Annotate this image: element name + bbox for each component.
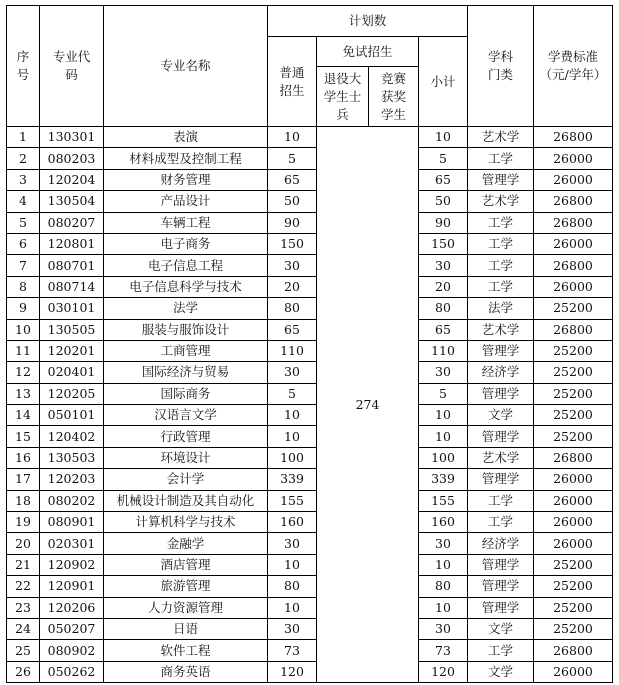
cell-code: 050101	[40, 405, 104, 426]
table-row	[7, 597, 613, 618]
cell-regular: 65	[268, 319, 317, 340]
cell-subtotal: 30	[419, 255, 468, 276]
table-row	[7, 512, 613, 533]
cell-seq: 17	[7, 469, 40, 490]
cell-subtotal: 10	[419, 554, 468, 575]
cell-subtotal: 10	[419, 597, 468, 618]
cell-seq: 25	[7, 640, 40, 661]
cell-code: 020401	[40, 362, 104, 383]
table-row	[7, 554, 613, 575]
cell-regular: 5	[268, 148, 317, 169]
cell-regular: 110	[268, 340, 317, 361]
cell-subtotal: 20	[419, 276, 468, 297]
cell-subtotal: 30	[419, 362, 468, 383]
cell-seq: 24	[7, 618, 40, 639]
cell-fee: 26000	[534, 469, 613, 490]
cell-category: 经济学	[468, 362, 534, 383]
cell-fee: 26800	[534, 255, 613, 276]
header-veteran: 退役大学生士兵	[317, 67, 369, 127]
cell-category: 管理学	[468, 554, 534, 575]
table-row	[7, 576, 613, 597]
cell-subtotal: 5	[419, 148, 468, 169]
cell-regular: 150	[268, 233, 317, 254]
table-row	[7, 383, 613, 404]
cell-code: 050262	[40, 661, 104, 682]
cell-regular: 5	[268, 383, 317, 404]
cell-subtotal: 150	[419, 233, 468, 254]
cell-subtotal: 80	[419, 576, 468, 597]
cell-subtotal: 339	[419, 469, 468, 490]
cell-seq: 1	[7, 127, 40, 148]
cell-regular: 20	[268, 276, 317, 297]
cell-category: 法学	[468, 298, 534, 319]
cell-fee: 25200	[534, 298, 613, 319]
cell-seq: 14	[7, 405, 40, 426]
header-plan: 计划数	[268, 6, 468, 37]
cell-name: 环境设计	[104, 447, 268, 468]
cell-category: 管理学	[468, 597, 534, 618]
cell-name: 电子信息科学与技术	[104, 276, 268, 297]
cell-regular: 10	[268, 597, 317, 618]
cell-name: 车辆工程	[104, 212, 268, 233]
header-seq: 序号	[7, 6, 40, 127]
table-header	[7, 6, 613, 127]
cell-seq: 13	[7, 383, 40, 404]
table-row	[7, 319, 613, 340]
cell-seq: 16	[7, 447, 40, 468]
table-row	[7, 362, 613, 383]
table-row	[7, 426, 613, 447]
cell-code: 120205	[40, 383, 104, 404]
cell-category: 经济学	[468, 533, 534, 554]
cell-category: 工学	[468, 212, 534, 233]
cell-regular: 100	[268, 447, 317, 468]
cell-name: 国际经济与贸易	[104, 362, 268, 383]
table-row	[7, 490, 613, 511]
cell-code: 130301	[40, 127, 104, 148]
table-row	[7, 340, 613, 361]
cell-code: 130505	[40, 319, 104, 340]
cell-name: 财务管理	[104, 169, 268, 190]
cell-regular: 155	[268, 490, 317, 511]
cell-subtotal: 160	[419, 512, 468, 533]
table-row	[7, 191, 613, 212]
cell-fee: 26800	[534, 319, 613, 340]
cell-name: 软件工程	[104, 640, 268, 661]
cell-category: 管理学	[468, 169, 534, 190]
cell-name: 旅游管理	[104, 576, 268, 597]
cell-subtotal: 73	[419, 640, 468, 661]
cell-seq: 5	[7, 212, 40, 233]
cell-category: 艺术学	[468, 319, 534, 340]
cell-category: 艺术学	[468, 127, 534, 148]
table-row	[7, 169, 613, 190]
exempt-total-cell: 274	[317, 127, 419, 683]
table-body	[7, 127, 613, 683]
cell-category: 艺术学	[468, 447, 534, 468]
cell-fee: 26800	[534, 191, 613, 212]
cell-subtotal: 10	[419, 405, 468, 426]
cell-code: 130503	[40, 447, 104, 468]
cell-regular: 90	[268, 212, 317, 233]
cell-name: 电子信息工程	[104, 255, 268, 276]
table-row	[7, 447, 613, 468]
cell-seq: 3	[7, 169, 40, 190]
cell-fee: 25200	[534, 426, 613, 447]
cell-fee: 26800	[534, 212, 613, 233]
cell-seq: 21	[7, 554, 40, 575]
cell-regular: 80	[268, 298, 317, 319]
cell-regular: 10	[268, 405, 317, 426]
cell-code: 030101	[40, 298, 104, 319]
cell-name: 材料成型及控制工程	[104, 148, 268, 169]
cell-seq: 4	[7, 191, 40, 212]
cell-name: 日语	[104, 618, 268, 639]
cell-regular: 73	[268, 640, 317, 661]
cell-category: 文学	[468, 618, 534, 639]
table-row	[7, 127, 613, 148]
cell-regular: 30	[268, 618, 317, 639]
cell-fee: 26800	[534, 640, 613, 661]
cell-seq: 20	[7, 533, 40, 554]
table-row	[7, 661, 613, 682]
cell-code: 120206	[40, 597, 104, 618]
header-exempt: 免试招生	[317, 37, 419, 67]
cell-regular: 30	[268, 362, 317, 383]
cell-code: 120901	[40, 576, 104, 597]
cell-subtotal: 120	[419, 661, 468, 682]
cell-subtotal: 10	[419, 426, 468, 447]
cell-code: 130504	[40, 191, 104, 212]
cell-category: 管理学	[468, 383, 534, 404]
cell-name: 国际商务	[104, 383, 268, 404]
table-row	[7, 233, 613, 254]
cell-category: 工学	[468, 490, 534, 511]
cell-fee: 25200	[534, 576, 613, 597]
cell-category: 文学	[468, 405, 534, 426]
cell-fee: 26000	[534, 512, 613, 533]
table-row	[7, 469, 613, 490]
cell-name: 会计学	[104, 469, 268, 490]
cell-category: 工学	[468, 512, 534, 533]
cell-subtotal: 5	[419, 383, 468, 404]
cell-seq: 2	[7, 148, 40, 169]
cell-fee: 26000	[534, 148, 613, 169]
cell-seq: 23	[7, 597, 40, 618]
cell-category: 管理学	[468, 340, 534, 361]
cell-name: 商务英语	[104, 661, 268, 682]
cell-regular: 30	[268, 255, 317, 276]
cell-name: 酒店管理	[104, 554, 268, 575]
cell-subtotal: 30	[419, 533, 468, 554]
cell-category: 艺术学	[468, 191, 534, 212]
cell-seq: 8	[7, 276, 40, 297]
cell-seq: 15	[7, 426, 40, 447]
cell-name: 金融学	[104, 533, 268, 554]
table-row	[7, 618, 613, 639]
cell-seq: 6	[7, 233, 40, 254]
cell-subtotal: 10	[419, 127, 468, 148]
header-regular: 普通招生	[268, 37, 317, 127]
cell-regular: 30	[268, 533, 317, 554]
cell-subtotal: 65	[419, 319, 468, 340]
cell-name: 服装与服饰设计	[104, 319, 268, 340]
cell-code: 080203	[40, 148, 104, 169]
header-fee: 学费标准（元/学年）	[534, 6, 613, 127]
cell-code: 020301	[40, 533, 104, 554]
cell-fee: 25200	[534, 554, 613, 575]
table-row	[7, 533, 613, 554]
cell-category: 管理学	[468, 469, 534, 490]
cell-regular: 10	[268, 554, 317, 575]
cell-seq: 18	[7, 490, 40, 511]
cell-category: 工学	[468, 233, 534, 254]
cell-name: 机械设计制造及其自动化	[104, 490, 268, 511]
cell-code: 080207	[40, 212, 104, 233]
cell-name: 行政管理	[104, 426, 268, 447]
cell-subtotal: 65	[419, 169, 468, 190]
cell-seq: 19	[7, 512, 40, 533]
cell-subtotal: 90	[419, 212, 468, 233]
cell-regular: 160	[268, 512, 317, 533]
cell-fee: 26000	[534, 490, 613, 511]
cell-seq: 26	[7, 661, 40, 682]
cell-seq: 10	[7, 319, 40, 340]
table-row	[7, 255, 613, 276]
cell-category: 管理学	[468, 426, 534, 447]
cell-seq: 9	[7, 298, 40, 319]
cell-code: 080701	[40, 255, 104, 276]
cell-code: 120402	[40, 426, 104, 447]
cell-name: 工商管理	[104, 340, 268, 361]
cell-code: 120902	[40, 554, 104, 575]
cell-regular: 80	[268, 576, 317, 597]
cell-category: 工学	[468, 255, 534, 276]
cell-code: 080902	[40, 640, 104, 661]
cell-code: 120801	[40, 233, 104, 254]
cell-fee: 26800	[534, 127, 613, 148]
cell-subtotal: 80	[419, 298, 468, 319]
cell-category: 管理学	[468, 576, 534, 597]
cell-category: 工学	[468, 148, 534, 169]
cell-subtotal: 100	[419, 447, 468, 468]
cell-fee: 25200	[534, 362, 613, 383]
cell-fee: 26000	[534, 276, 613, 297]
enrollment-plan-table	[6, 5, 613, 683]
cell-fee: 25200	[534, 618, 613, 639]
cell-seq: 22	[7, 576, 40, 597]
cell-name: 法学	[104, 298, 268, 319]
cell-fee: 25200	[534, 340, 613, 361]
table-row	[7, 298, 613, 319]
cell-name: 表演	[104, 127, 268, 148]
header-category: 学科门类	[468, 6, 534, 127]
enrollment-plan-table-container	[6, 5, 613, 683]
cell-category: 工学	[468, 276, 534, 297]
cell-code: 080714	[40, 276, 104, 297]
cell-fee: 26800	[534, 447, 613, 468]
cell-name: 人力资源管理	[104, 597, 268, 618]
cell-subtotal: 50	[419, 191, 468, 212]
cell-fee: 25200	[534, 383, 613, 404]
cell-code: 050207	[40, 618, 104, 639]
cell-name: 电子商务	[104, 233, 268, 254]
cell-seq: 11	[7, 340, 40, 361]
cell-fee: 25200	[534, 597, 613, 618]
cell-fee: 25200	[534, 405, 613, 426]
cell-name: 汉语言文学	[104, 405, 268, 426]
table-row	[7, 212, 613, 233]
cell-regular: 120	[268, 661, 317, 682]
cell-fee: 26000	[534, 533, 613, 554]
header-contest: 竞赛获奖学生	[369, 67, 419, 127]
table-row	[7, 405, 613, 426]
cell-code: 120201	[40, 340, 104, 361]
table-row	[7, 640, 613, 661]
header-name: 专业名称	[104, 6, 268, 127]
cell-regular: 10	[268, 426, 317, 447]
cell-code: 120204	[40, 169, 104, 190]
cell-code: 080202	[40, 490, 104, 511]
cell-regular: 10	[268, 127, 317, 148]
cell-subtotal: 110	[419, 340, 468, 361]
cell-name: 计算机科学与技术	[104, 512, 268, 533]
cell-fee: 26000	[534, 233, 613, 254]
cell-regular: 50	[268, 191, 317, 212]
cell-regular: 339	[268, 469, 317, 490]
cell-subtotal: 155	[419, 490, 468, 511]
cell-subtotal: 30	[419, 618, 468, 639]
cell-fee: 26000	[534, 661, 613, 682]
header-subtotal: 小计	[419, 37, 468, 127]
table-row	[7, 276, 613, 297]
cell-category: 文学	[468, 661, 534, 682]
cell-regular: 65	[268, 169, 317, 190]
header-code: 专业代码	[40, 6, 104, 127]
table-row	[7, 148, 613, 169]
cell-code: 080901	[40, 512, 104, 533]
cell-code: 120203	[40, 469, 104, 490]
cell-seq: 7	[7, 255, 40, 276]
cell-name: 产品设计	[104, 191, 268, 212]
cell-fee: 26000	[534, 169, 613, 190]
cell-category: 工学	[468, 640, 534, 661]
cell-seq: 12	[7, 362, 40, 383]
